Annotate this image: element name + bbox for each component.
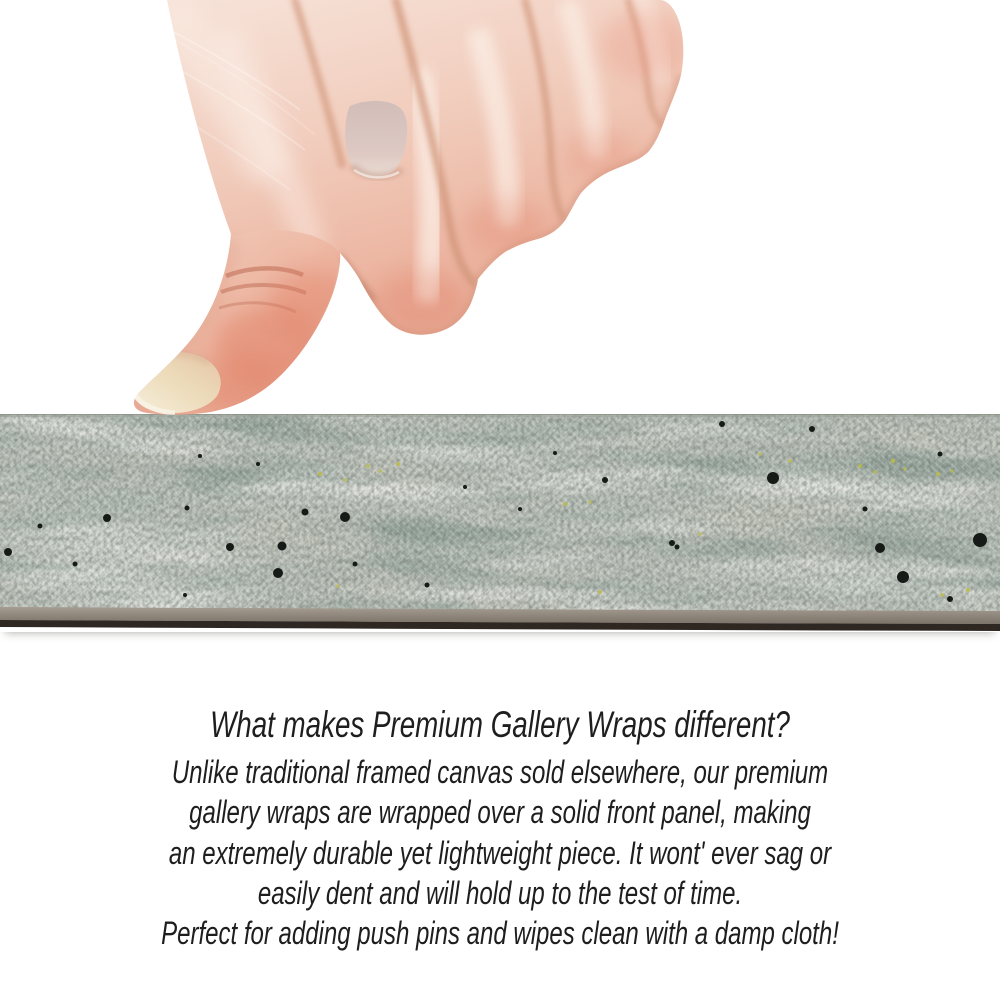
info-line: an extremely durable yet lightweight piece. It wont' ever sag or	[168, 834, 832, 871]
canvas-texture-photo	[0, 414, 1000, 632]
info-heading: What makes Premium Gallery Wraps different?	[210, 704, 790, 745]
hand-photo	[0, 0, 1000, 418]
info-line: easily dent and will hold up to the test of time.	[257, 874, 743, 911]
info-line: Unlike traditional framed canvas sold elsewhere, our premium	[171, 754, 829, 790]
info-line: gallery wraps are wrapped over a solid front panel, making	[189, 794, 811, 831]
info-text-block	[0, 706, 1000, 953]
info-line: Perfect for adding push pins and wipes clean with a damp cloth!	[161, 915, 839, 952]
